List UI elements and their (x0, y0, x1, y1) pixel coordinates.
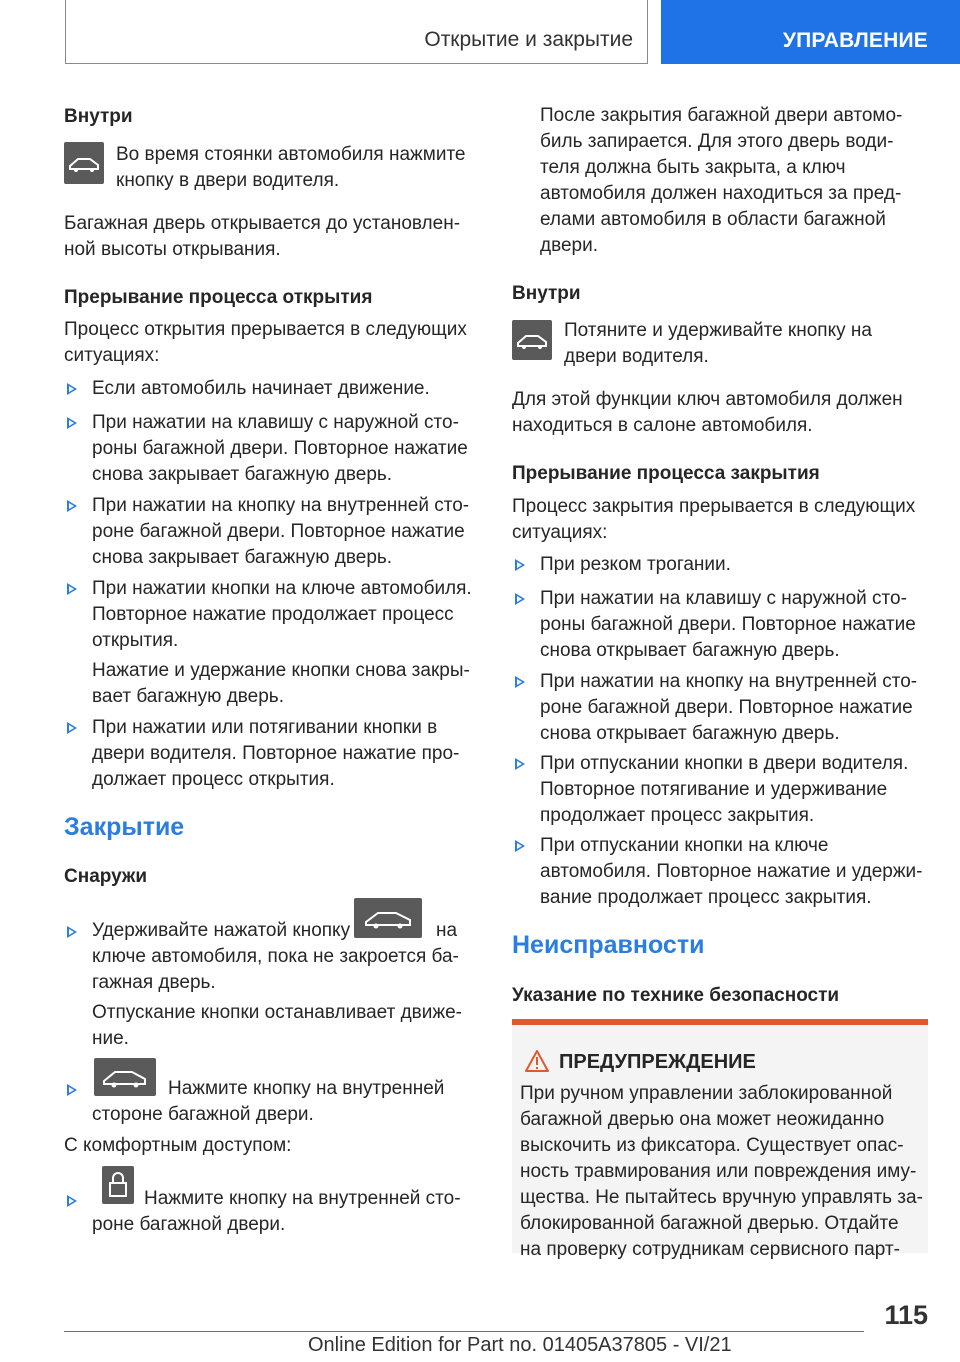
tailgate-button-icon (64, 142, 104, 184)
after-close-text: биль запирается. Для этого дверь води- (540, 131, 894, 152)
close-step-1-text-end: на (436, 920, 458, 941)
bullet-triangle-icon (67, 500, 77, 512)
warning-line: багажной дверью она может неожиданно (520, 1109, 885, 1130)
bullet-triangle-icon (67, 383, 77, 395)
after-close-text: автомобиля должен находиться за пред- (540, 183, 902, 204)
list-item: снова открывает багажную дверь. (540, 723, 840, 744)
bullet-triangle-icon (515, 559, 525, 571)
inside-heading: Внутри (64, 106, 133, 127)
list-item: снова открывает багажную дверь. (540, 640, 840, 661)
bullet-triangle-icon (515, 758, 525, 770)
key-text-1: Для этой функции ключ автомобиля должен (512, 389, 903, 410)
list-item: При нажатии на кнопку на внутренней сто- (540, 671, 918, 692)
list-item: При нажатии на клавишу с наружной сто- (540, 588, 907, 609)
inside-text-1: Во время стоянки автомобиля нажмите (116, 144, 466, 165)
list-item: двери водителя. Повторное нажатие про- (92, 743, 460, 764)
list-item-extra: Нажатие и удержание кнопки снова закры- (92, 660, 470, 681)
key-text-2: находиться в салоне автомобиля. (512, 415, 813, 436)
interrupt-open-intro-2: ситуациях: (64, 345, 160, 366)
tailgate-button-icon (512, 320, 552, 360)
list-item: открытия. (92, 630, 179, 651)
list-item: снова закрывает багажную дверь. (92, 464, 393, 485)
close-step-3-text: роне багажной двери. (92, 1214, 286, 1235)
list-item-extra: вает багажную дверь. (92, 686, 284, 707)
after-close-text: елами автомобиля в области багажной (540, 209, 886, 230)
close-step-1-rest: ключе автомобиля, пока не закроется ба- (92, 946, 459, 967)
list-item: роне багажной двери. Повторное нажатие (92, 521, 465, 542)
after-close-text: После закрытия багажной двери автомо- (540, 105, 903, 126)
interrupt-close-heading: Прерывание процесса закрытия (512, 463, 820, 484)
bullet-triangle-icon (67, 722, 77, 734)
list-item: Если автомобиль начинает движение. (92, 378, 430, 399)
opens-text-1: Багажная дверь открывается до установлен- (64, 213, 461, 234)
closing-heading: Закрытие (64, 813, 185, 841)
list-item: вание продолжает процесс закрытия. (540, 887, 872, 908)
list-item: Повторное нажатие продолжает процесс (92, 604, 454, 625)
tailgate-button-icon (94, 1058, 156, 1096)
page-number: 115 (884, 1300, 928, 1330)
after-close-text: теля должна быть закрыта, а ключ (540, 157, 846, 178)
comfort-access-text: С комфортным доступом: (64, 1135, 292, 1156)
list-item: роны багажной двери. Повторное нажатие (540, 614, 916, 635)
warning-line: блокированной багажной дверью. Отдайте (520, 1213, 899, 1234)
interrupt-open-heading: Прерывание процесса открытия (64, 287, 373, 308)
warning-line: щества. Не пытайтесь вручную управлять за- (520, 1187, 923, 1208)
bullet-triangle-icon (67, 1084, 77, 1096)
list-item: роне багажной двери. Повторное нажатие (540, 697, 913, 718)
safety-heading: Указание по технике безопасности (512, 985, 840, 1006)
warning-line: выскочить из фиксатора. Существует опас- (520, 1135, 904, 1156)
bullet-triangle-icon (67, 417, 77, 429)
warning-line: на проверку сотрудникам сервисного парт- (520, 1239, 900, 1260)
warning-title: ПРЕДУПРЕЖДЕНИЕ (559, 1051, 756, 1073)
list-item: При резком трогании. (540, 554, 731, 575)
bullet-triangle-icon (67, 583, 77, 595)
inside-text-2-1: Потяните и удерживайте кнопку на (564, 320, 872, 341)
list-item: При нажатии кнопки на ключе автомобиля. (92, 578, 472, 599)
warning-line: При ручном управлении заблокированной (520, 1083, 893, 1104)
list-item: При нажатии на клавишу с наружной сто- (92, 412, 459, 433)
close-step-1-extra: ние. (92, 1028, 129, 1049)
bullet-triangle-icon (67, 1195, 77, 1207)
interrupt-close-intro-2: ситуациях: (512, 522, 608, 543)
warning-text (520, 1081, 924, 1263)
close-step-1-extra: Отпускание кнопки останавливает движе- (92, 1002, 462, 1023)
list-item: роны багажной двери. Повторное нажатие (92, 438, 468, 459)
header-section-tab (661, 0, 960, 64)
close-step-3-text: Нажмите кнопку на внутренней сто- (144, 1188, 461, 1209)
header-chapter-box (65, 0, 648, 64)
edition-text: Online Edition for Part no. 01405A37805 - VI/21 (308, 1334, 732, 1356)
bullet-triangle-icon (515, 840, 525, 852)
interrupt-open-intro-1: Процесс открытия прерывается в следующих (64, 319, 467, 340)
list-item: Повторное потягивание и удерживание (540, 779, 888, 800)
list-item: При нажатии или потягивании кнопки в (92, 717, 438, 738)
bullet-triangle-icon (515, 676, 525, 688)
bullet-triangle-icon (515, 593, 525, 605)
list-item: При нажатии на кнопку на внутренней сто- (92, 495, 470, 516)
inside-text-2: кнопку в двери водителя. (116, 170, 340, 191)
section-title: УПРАВЛЕНИЕ (782, 29, 928, 52)
tailgate-button-icon (354, 898, 422, 938)
footer-divider (64, 1331, 864, 1332)
lock-icon (102, 1166, 134, 1204)
list-item: автомобиля. Повторное нажатие и удержи- (540, 861, 923, 882)
outside-heading: Снаружи (64, 866, 148, 887)
list-item: При отпускании кнопки на ключе (540, 835, 829, 856)
close-step-1-text: Удерживайте нажатой кнопку (92, 920, 351, 941)
list-item: продолжает процесс закрытия. (540, 805, 815, 826)
warning-box (512, 1019, 928, 1260)
list-item: снова закрывает багажную дверь. (92, 547, 393, 568)
inside-text-2-2: двери водителя. (564, 346, 709, 367)
malfunction-heading: Неисправности (512, 931, 705, 959)
chapter-title: Открытие и закрытие (424, 28, 633, 51)
warning-triangle-icon (524, 1049, 550, 1073)
list-item: должает процесс открытия. (92, 769, 335, 790)
interrupt-close-intro-1: Процесс закрытия прерывается в следующих (512, 496, 916, 517)
list-item: При отпускании кнопки в двери водителя. (540, 753, 909, 774)
after-close-text: двери. (540, 235, 598, 256)
warning-line: ность травмирования или повреждения иму- (520, 1161, 917, 1182)
opens-text-2: ной высоты открывания. (64, 239, 281, 260)
close-step-2-text: стороне багажной двери. (92, 1104, 314, 1125)
close-step-1-rest: гажная дверь. (92, 972, 216, 993)
bullet-triangle-icon (67, 926, 77, 938)
inside-heading-2: Внутри (512, 283, 581, 304)
close-step-2-text: Нажмите кнопку на внутренней (168, 1078, 445, 1099)
